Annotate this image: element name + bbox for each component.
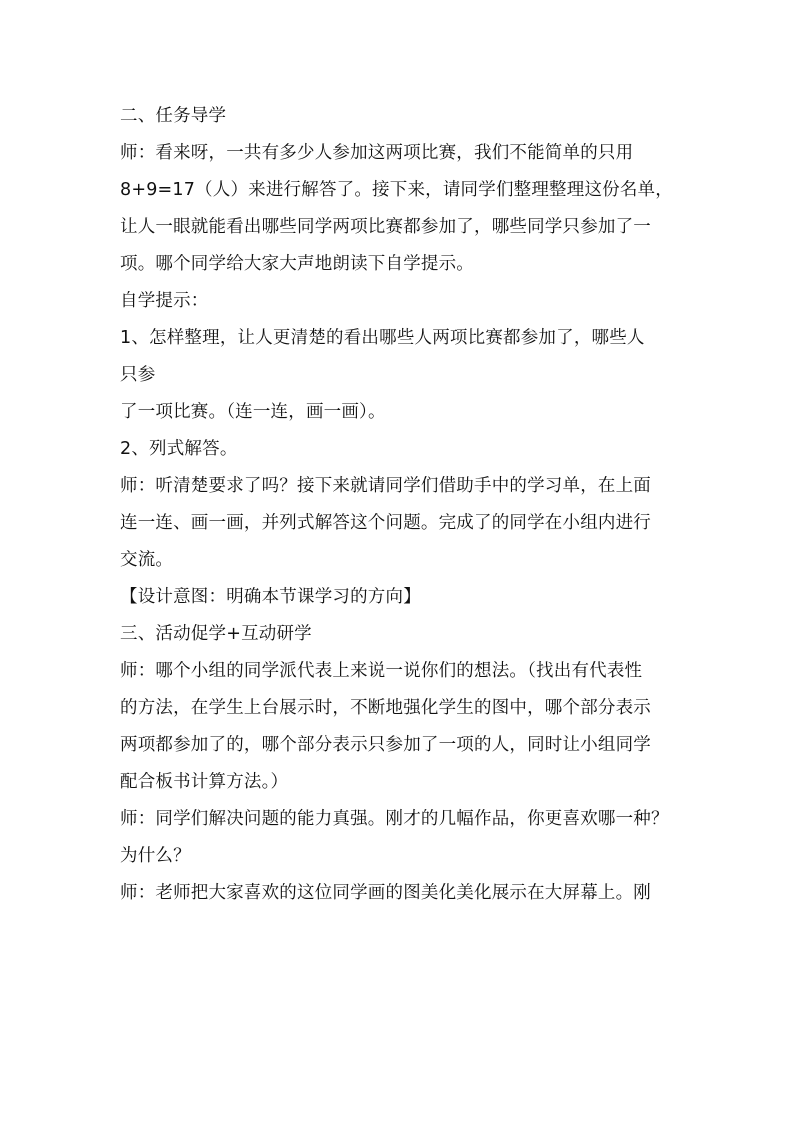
paragraph-line: 8+9=17（人）来进行解答了。接下来，请同学们整理整理这份名单，: [120, 180, 673, 200]
section-heading-activity-learning: 三、活动促学+互动研学: [120, 624, 312, 644]
paragraph-line: 师：看来呀，一共有多少人参加这两项比赛，我们不能简单的只用: [120, 143, 634, 163]
paragraph-line: 师：哪个小组的同学派代表上来说一说你们的想法。（找出有代表性: [120, 661, 643, 681]
hint-item-1-continued: 了一项比赛。（连一连，画一画）。: [120, 402, 386, 422]
self-study-hint-heading: 自学提示：: [120, 291, 209, 311]
paragraph-line: 师：听清楚要求了吗？接下来就请同学们借助手中的学习单，在上面: [120, 476, 651, 496]
paragraph-line: 配合板书计算方法。）: [120, 772, 289, 792]
hint-item-1: 1、怎样整理，让人更清楚的看出哪些人两项比赛都参加了，哪些人: [120, 328, 645, 348]
paragraph-line: 连一连、画一画，并列式解答这个问题。完成了的同学在小组内进行: [120, 513, 651, 533]
paragraph-line: 交流。: [120, 550, 174, 570]
paragraph-line: 师：老师把大家喜欢的这位同学画的图美化美化展示在大屏幕上。刚: [120, 883, 651, 903]
paragraph-line: 两项都参加了的，哪个部分表示只参加了一项的人，同时让小组同学: [120, 735, 651, 755]
section-heading-task-guided-learning: 二、任务导学: [120, 106, 227, 126]
hint-item-2: 2、列式解答。: [120, 439, 238, 459]
document-body: [120, 98, 680, 912]
hint-item-1-continued: 只参: [120, 365, 156, 385]
paragraph-line: 让人一眼就能看出哪些同学两项比赛都参加了，哪些同学只参加了一: [120, 217, 651, 237]
paragraph-line: 师：同学们解决问题的能力真强。刚才的几幅作品，你更喜欢哪一种？: [120, 809, 669, 829]
paragraph-line: 项。哪个同学给大家大声地朗读下自学提示。: [120, 254, 474, 274]
paragraph-line: 的方法，在学生上台展示时，不断地强化学生的图中，哪个部分表示: [120, 698, 651, 718]
paragraph-line: 为什么？: [120, 846, 191, 866]
design-intent-note: 【设计意图：明确本节课学习的方向】: [120, 587, 421, 607]
